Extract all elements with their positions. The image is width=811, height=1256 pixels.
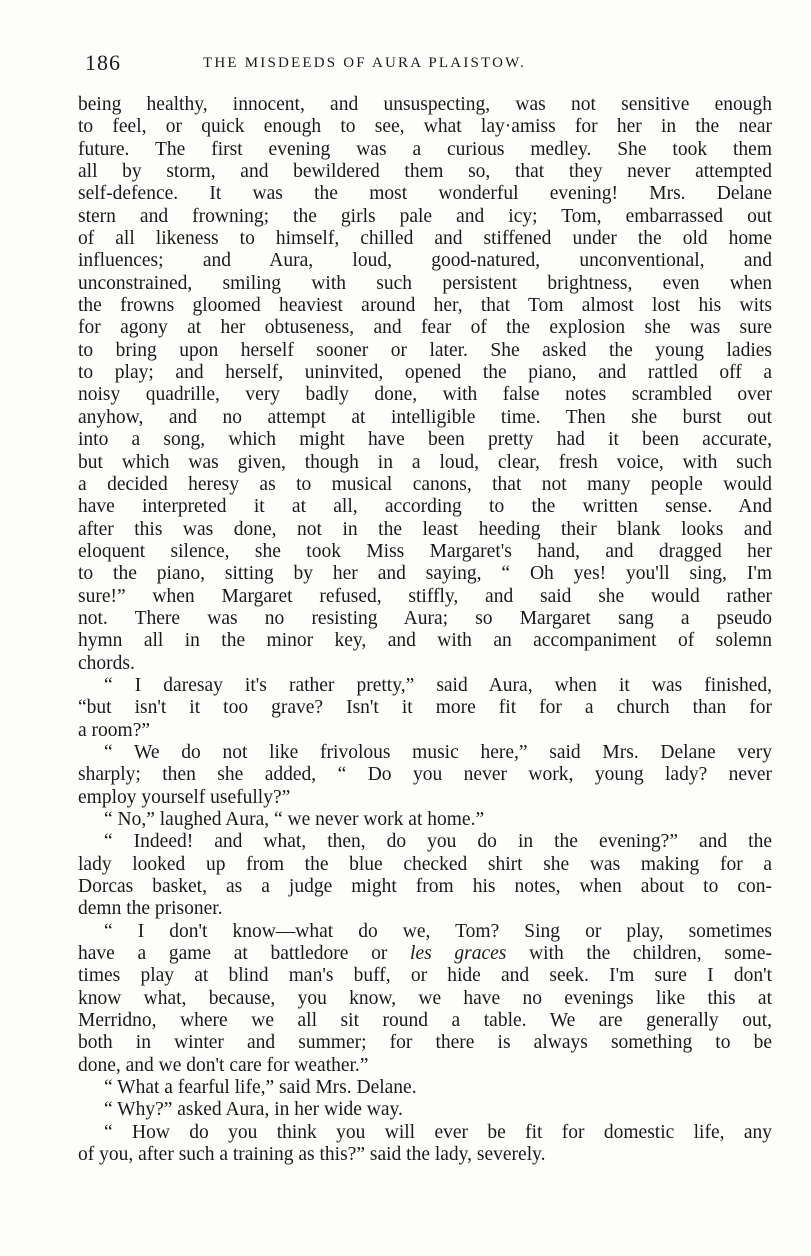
text-line: stern and frowning; the girls pale and icy; Tom, embarrassed out [78,205,772,227]
text-line: “ Why?” asked Aura, in her wide way. [104,1099,403,1121]
text-line: a decided heresy as to musical canons, that not many people would [78,473,772,495]
text-line: done, and we don't care for weather.” [78,1054,369,1076]
text-line: eloquent silence, she took Miss Margaret's hand, and dragged her [78,540,772,562]
text-line: Merridno, where we all sit round a table. We are generally out, [78,1010,772,1032]
text-line: “ We do not like frivolous music here,” said Mrs. Delane very [104,741,772,763]
running-title: THE MISDEEDS OF AURA PLAISTOW. [203,55,527,71]
text-line [78,943,772,965]
text-line: employ yourself usefully?” [78,786,291,808]
body-text [78,94,772,1167]
text-line: chords. [78,652,135,674]
text-line: for agony at her obtuseness, and fear of the explosion she was sure [78,317,772,339]
text-line: all by storm, and bewildered them so, that they never attempted [78,161,772,183]
text-line: have interpreted it at all, according to the written sense. And [78,496,772,518]
text-line: “ I daresay it's rather pretty,” said Aura, when it was finished, [104,674,772,696]
text-line: lady looked up from the blue checked shirt she was making for a [78,853,772,875]
text-line: Dorcas basket, as a judge might from his notes, when about to con- [78,876,772,898]
text-line: future. The first evening was a curious medley. She took them [78,138,772,160]
text-line: to bring upon herself sooner or later. She asked the young ladies [78,339,772,361]
italic-phrase: les graces [410,943,507,965]
text-line: times play at blind man's buff, or hide and seek. I'm sure I don't [78,965,772,987]
text-line: to play; and herself, uninvited, opened the piano, and rattled off a [78,362,772,384]
text-line: “ I don't know—what do we, Tom? Sing or play, sometimes [104,920,772,942]
text-segment: with the children, some- [529,943,772,965]
text-line: after this was done, not in the least heeding their blank looks and [78,518,772,540]
text-line: “ How do you think you will ever be fit for domestic life, any [104,1121,772,1143]
text-line: not. There was no resisting Aura; so Margaret sang a pseudo [78,607,772,629]
text-line: into a song, which might have been pretty had it been accurate, [78,429,772,451]
text-line: hymn all in the minor key, and with an accompaniment of solemn [78,630,772,652]
text-line: “but isn't it too grave? Isn't it more fit for a church than for [78,697,772,719]
text-line: but which was given, though in a loud, clear, fresh voice, with such [78,451,772,473]
text-line: sure!” when Margaret refused, stiffly, and said she would rather [78,585,772,607]
text-line: “ What a fearful life,” said Mrs. Delane. [104,1077,417,1099]
text-line: unconstrained, smiling with such persistent brightness, even when [78,272,772,294]
text-line: being healthy, innocent, and unsuspecting, was not sensitive enough [78,94,772,115]
page-header [85,50,775,80]
text-line: a room?” [78,719,151,741]
text-line: both in winter and summer; for there is always something to be [78,1032,772,1054]
text-line: to the piano, sitting by her and saying, “ Oh yes! you'll sing, I'm [78,563,772,585]
text-line: of you, after such a training as this?” said the lady, severely. [78,1144,546,1166]
text-line: the frowns gloomed heaviest around her, that Tom almost lost his wits [78,295,772,317]
text-line: anyhow, and no attempt at intelligible time. Then she burst out [78,406,772,428]
page-number: 186 [85,50,121,75]
text-line: influences; and Aura, loud, good-natured, unconventional, and [78,250,772,272]
text-line: know what, because, you know, we have no evenings like this at [78,987,772,1009]
text-line: noisy quadrille, very badly done, with false notes scrambled over [78,384,772,406]
text-segment: have a game at battledore or [78,943,388,965]
text-line: “ Indeed! and what, then, do you do in the evening?” and the [104,831,772,853]
text-line: self-defence. It was the most wonderful evening! Mrs. Delane [78,183,772,205]
text-line: to feel, or quick enough to see, what lay·amiss for her in the near [78,116,772,138]
text-line: “ No,” laughed Aura, “ we never work at home.” [104,809,485,830]
text-line: of all likeness to himself, chilled and stiffened under the old home [78,228,772,250]
text-line: demn the prisoner. [78,898,223,920]
text-line: sharply; then she added, “ Do you never work, young lady? never [78,764,772,786]
